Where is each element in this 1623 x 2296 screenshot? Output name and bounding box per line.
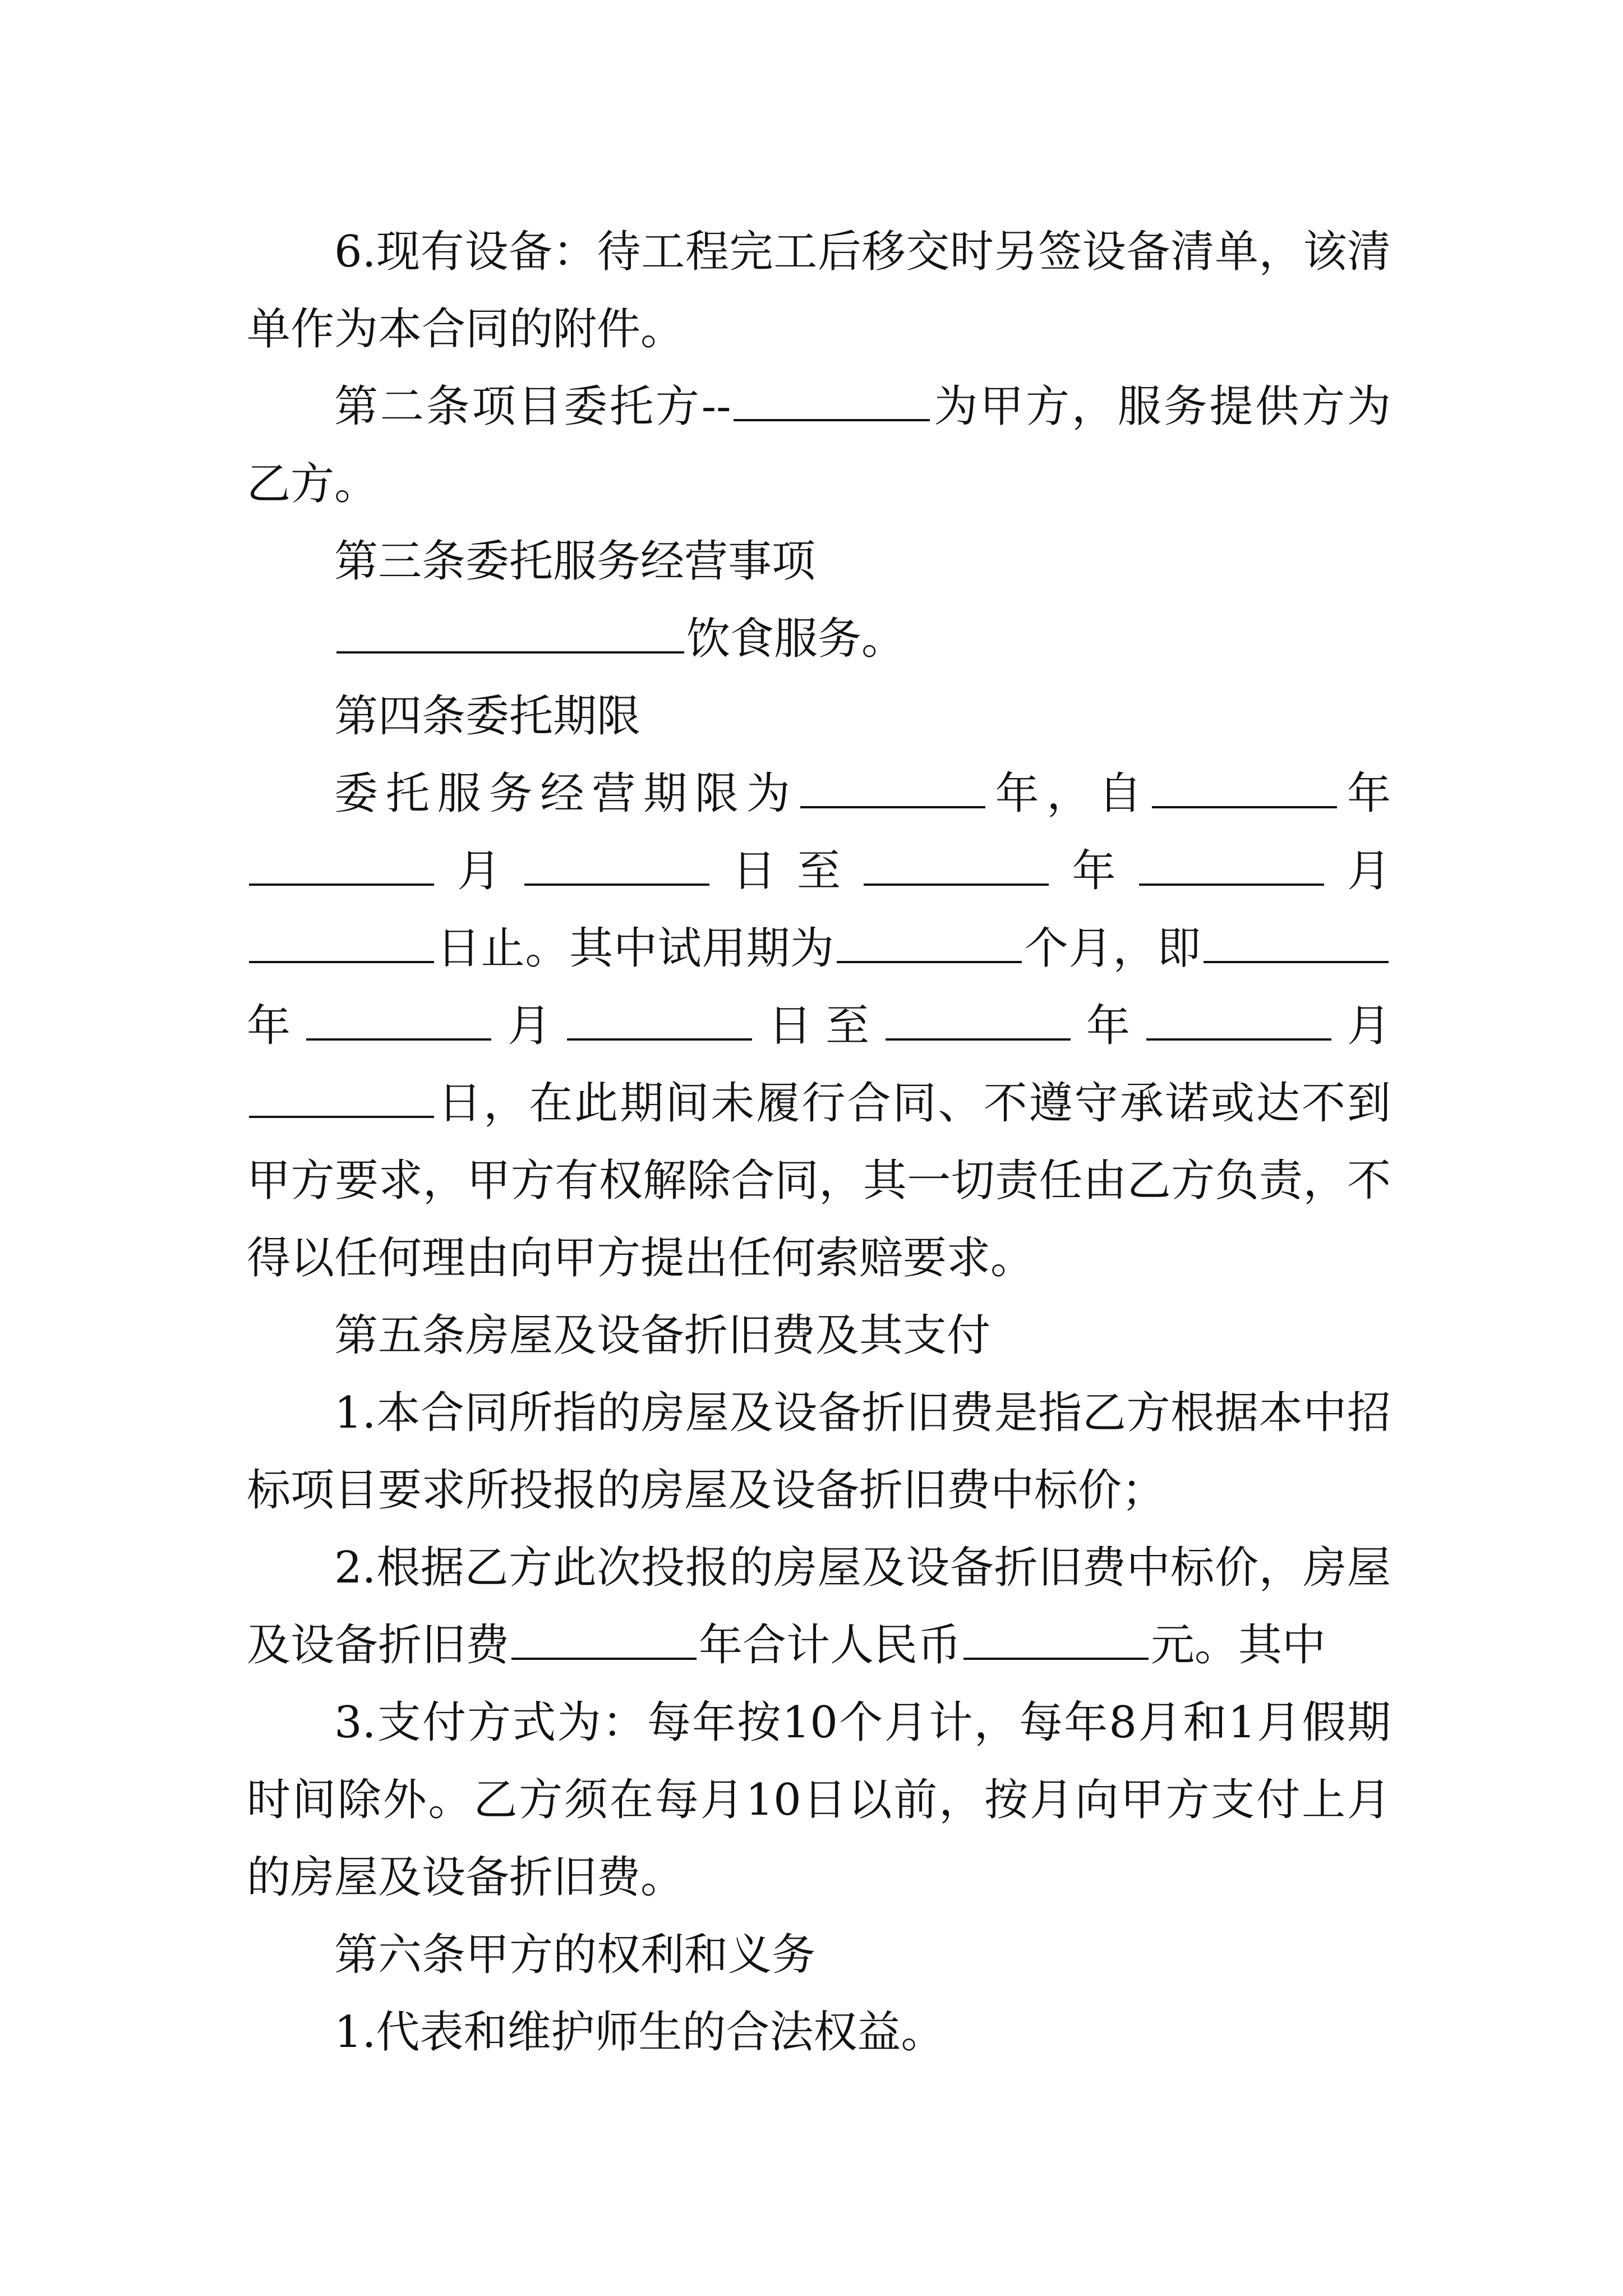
heading-article-5 <box>247 1297 1391 1374</box>
blank-field <box>1146 999 1331 1041</box>
blank-field <box>306 999 491 1041</box>
blank-field <box>336 612 684 654</box>
paragraph-text: 月 <box>1333 1001 1391 1051</box>
paragraph-text: 月 <box>1326 846 1391 896</box>
document-page <box>247 213 1391 2071</box>
paragraph-text: 委托服务经营期限为 <box>334 769 798 819</box>
blank-field <box>249 844 434 886</box>
paragraph-text: 日至 <box>711 846 862 896</box>
heading-article-4 <box>247 678 1391 755</box>
blank-field <box>800 767 985 808</box>
paragraph-text: 为甲方，服务提供方为乙方。 <box>247 381 1391 509</box>
paragraph-text: 年合计人民币 <box>699 1620 962 1671</box>
paragraph-term <box>247 755 1391 1297</box>
paragraph-depreciation-definition <box>247 1374 1391 1529</box>
heading-article-6 <box>247 1916 1391 1994</box>
heading-text: 第四条委托期限 <box>334 691 641 742</box>
blank-field <box>864 844 1049 886</box>
paragraph-text: 个月，即 <box>1023 923 1201 974</box>
paragraph-article-2 <box>247 368 1391 523</box>
paragraph-text: 饮食服务。 <box>686 614 906 664</box>
paragraph-text: 年 <box>1339 769 1391 819</box>
paragraph-text: 1.代表和维护师生的合法权益。 <box>334 2007 945 2058</box>
blank-field <box>734 380 930 421</box>
blank-field <box>249 1076 434 1118</box>
paragraph-existing-equipment <box>247 213 1391 368</box>
paragraph-text: 2.根据乙方此次投报的房屋及设备折旧费中标价，房屋及设备折旧费 <box>247 1543 1391 1671</box>
paragraph-text: 3.支付方式为：每年按10个月计，每年8月和1月假期时间除外。乙方须在每月10日以前，按月向甲方支付上月的房屋及设备折旧费。 <box>247 1697 1391 1903</box>
blank-field <box>524 844 709 886</box>
blank-field <box>511 1618 697 1660</box>
paragraph-text: 年 <box>1051 846 1137 896</box>
paragraph-text: 年，自 <box>987 769 1150 819</box>
heading-article-3 <box>247 523 1391 600</box>
paragraph-text: 年 <box>247 1001 305 1051</box>
paragraph-text: 1.本合同所指的房屋及设备折旧费是指乙方根据本中招标项目要求所投报的房屋及设备折旧费中标价； <box>247 1388 1391 1516</box>
heading-text: 第五条房屋及设备折旧费及其支付 <box>334 1310 991 1361</box>
paragraph-text: 月 <box>494 1001 565 1051</box>
blank-field <box>837 922 1022 963</box>
blank-field <box>1139 844 1324 886</box>
paragraph-text: 日至 <box>754 1001 883 1051</box>
blank-field <box>1152 767 1337 808</box>
paragraph-text: 日，在此期间未履行合同、不遵守承诺或达不到甲方要求，甲方有权解除合同，其一切责任由乙方负责，不得以任何理由向甲方提出任何索赔要求。 <box>247 1078 1391 1283</box>
paragraph-text: 年 <box>1072 1001 1144 1051</box>
heading-text: 第六条甲方的权利和义务 <box>334 1930 816 1980</box>
blank-field <box>886 999 1071 1041</box>
paragraph-service-item <box>247 600 1391 678</box>
paragraph-text: 第二条项目委托方-- <box>334 381 731 432</box>
blank-field <box>963 1618 1149 1660</box>
paragraph-payment-method <box>247 1684 1391 1916</box>
paragraph-party-a-duty-1 <box>247 1994 1391 2071</box>
blank-field <box>249 922 434 963</box>
paragraph-text: 月 <box>436 846 522 896</box>
blank-field <box>567 999 752 1041</box>
paragraph-text: 6.现有设备：待工程完工后移交时另签设备清单，该清单作为本合同的附件。 <box>247 227 1391 355</box>
paragraph-text: 元。其中 <box>1151 1620 1326 1671</box>
paragraph-text: 日止。其中试用期为 <box>436 923 834 974</box>
blank-field <box>1204 922 1389 963</box>
paragraph-depreciation-amount <box>247 1529 1391 1684</box>
heading-text: 第三条委托服务经营事项 <box>334 536 816 587</box>
